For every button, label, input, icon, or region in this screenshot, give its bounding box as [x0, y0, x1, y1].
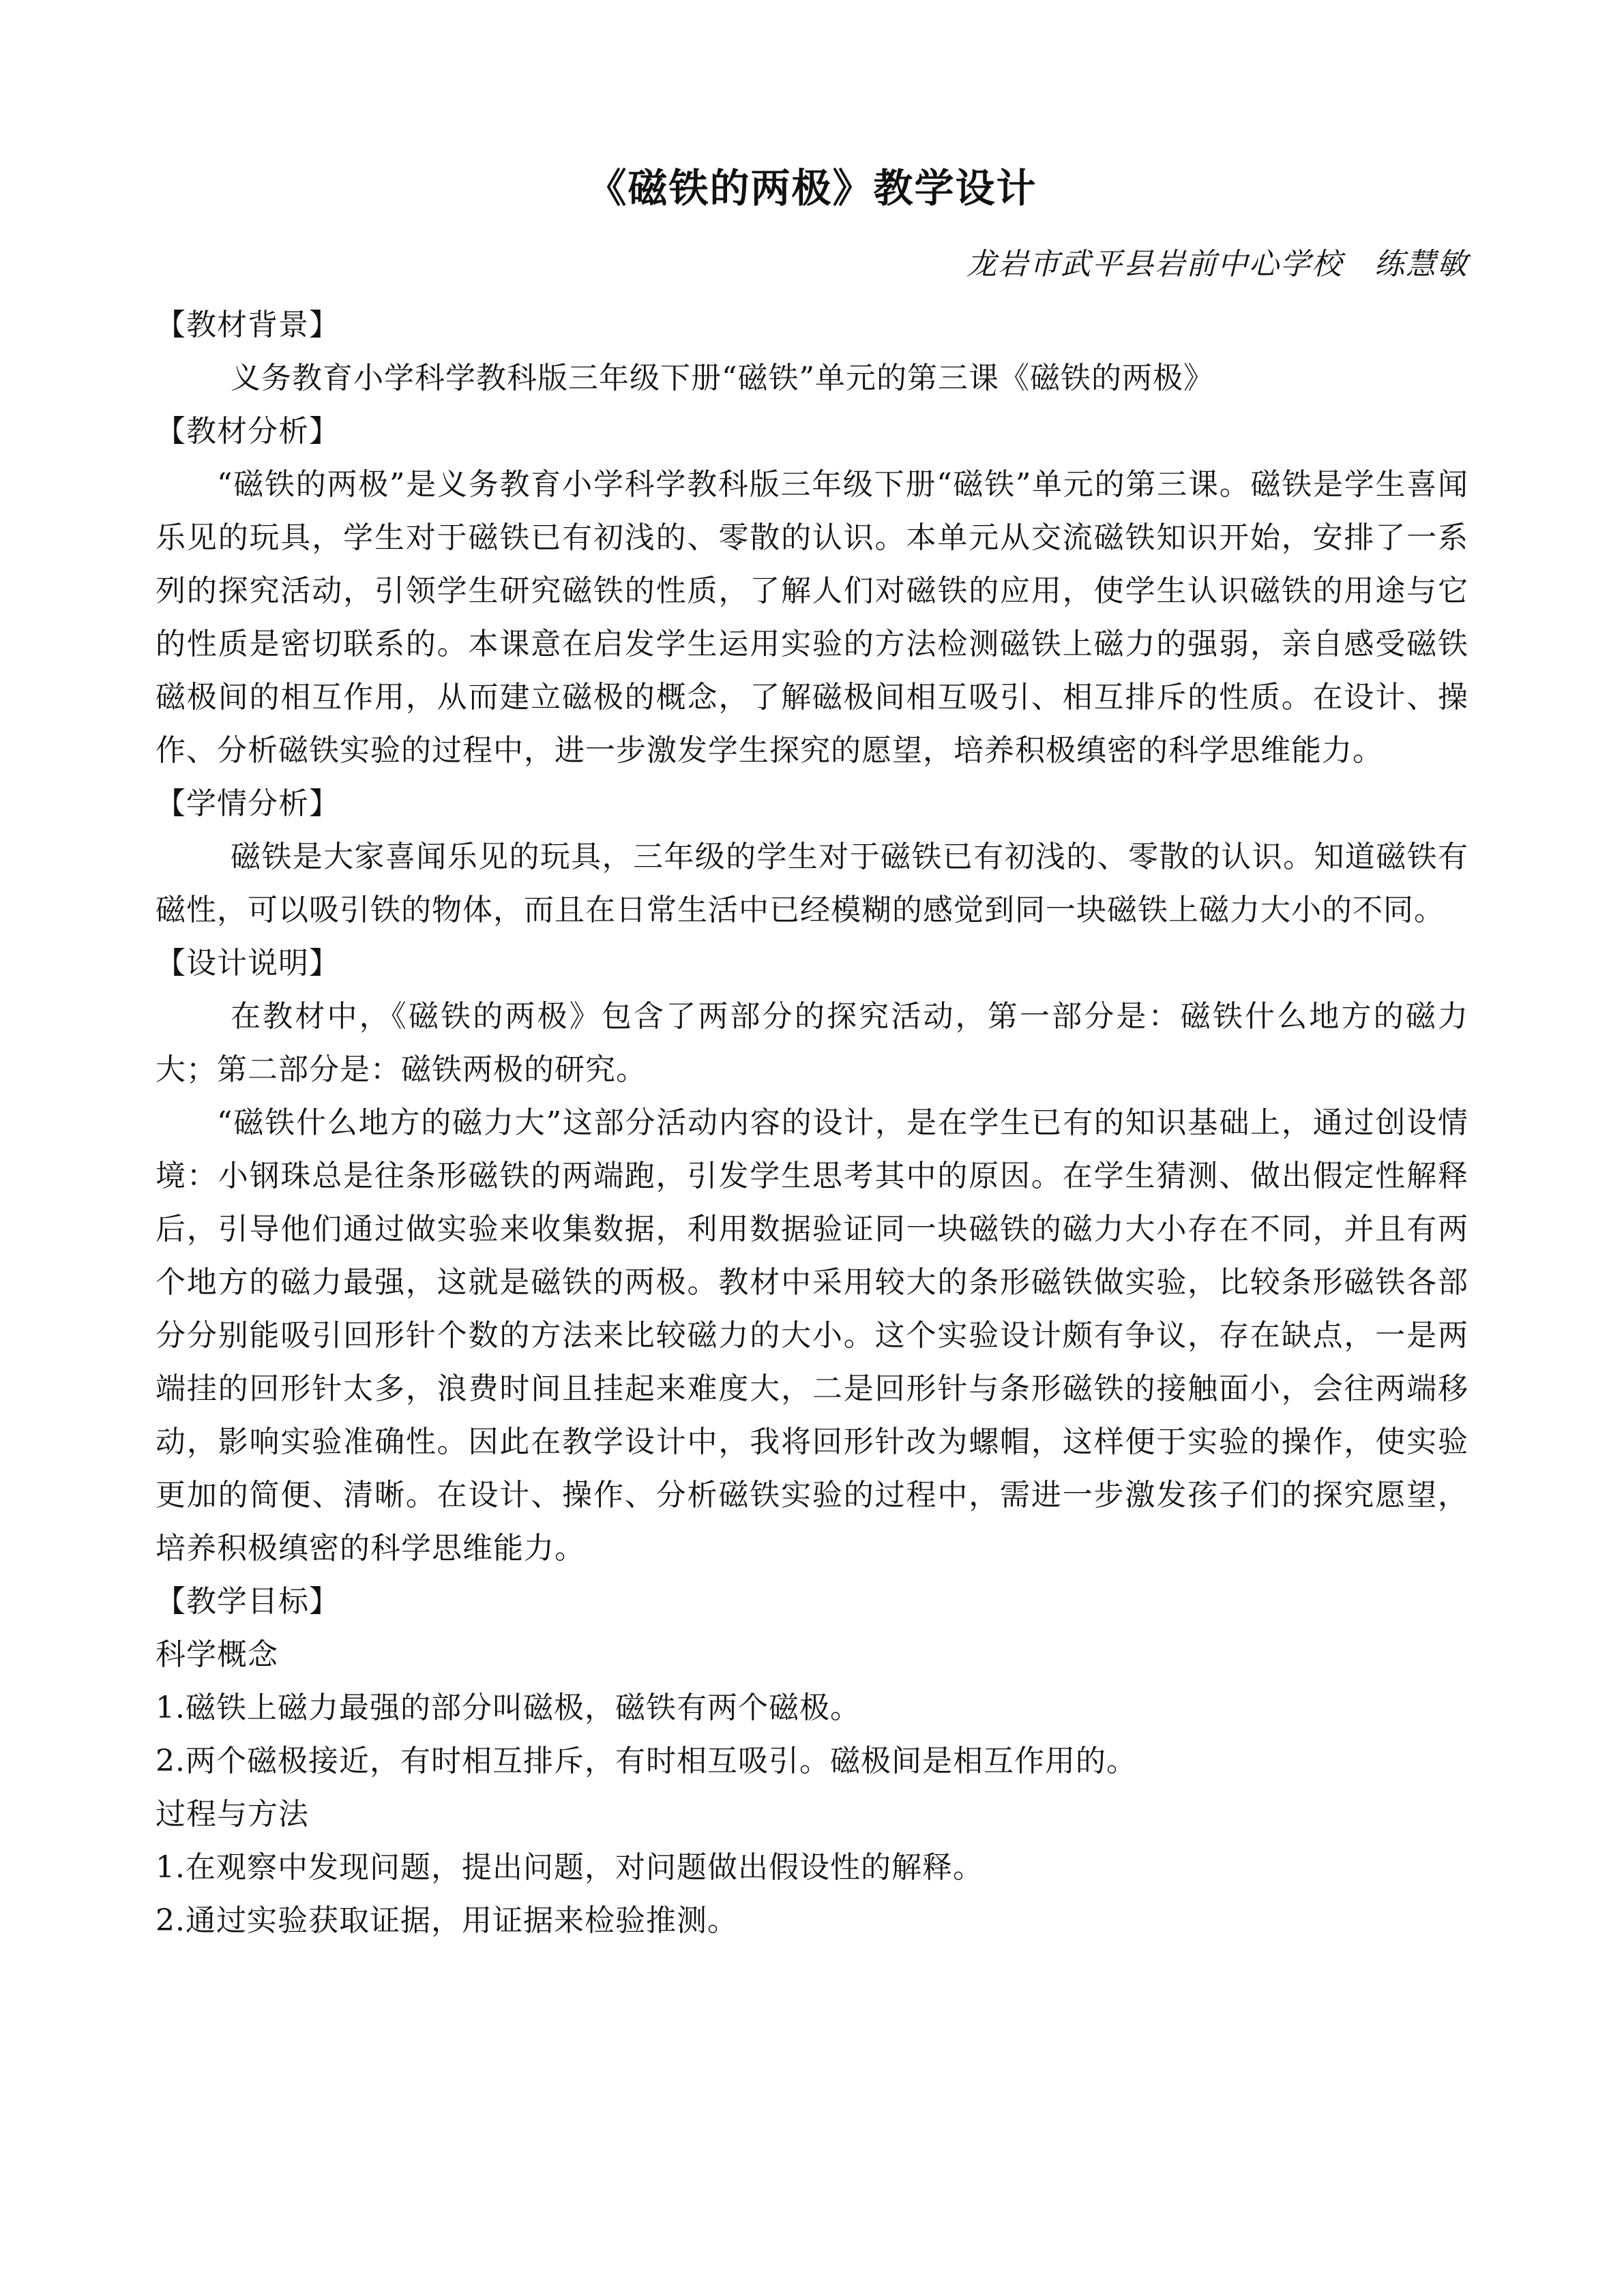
document-title: 《磁铁的两极》教学设计	[587, 165, 1037, 211]
goals-method-item-2: 2.通过实验获取证据，用证据来检验推测。	[156, 1903, 738, 1938]
section-heading-design: 【设计说明】	[156, 946, 340, 981]
goals-concepts-label: 科学概念	[156, 1637, 278, 1672]
students-paragraph: 磁铁是大家喜闻乐见的玩具，三年级的学生对于磁铁已有初浅的、零散的认识。知道磁铁有磁性，可以吸引铁的物体，而且在日常生活中已经模糊的感觉到同一块磁铁上磁力大小的不同。	[156, 839, 1468, 927]
goals-concept-item-1: 1.磁铁上磁力最强的部分叫磁极，磁铁有两个磁极。	[156, 1690, 861, 1725]
goals-methods-label: 过程与方法	[156, 1797, 309, 1832]
design-paragraph-1: 在教材中，《磁铁的两极》包含了两部分的探究活动，第一部分是：磁铁什么地方的磁力大；第二部分是：磁铁两极的研究。	[156, 999, 1468, 1087]
goals-method-item-1: 1.在观察中发现问题，提出问题，对问题做出假设性的解释。	[156, 1850, 984, 1885]
section-heading-analysis: 【教材分析】	[156, 414, 340, 449]
section-heading-background: 【教材背景】	[156, 308, 340, 342]
background-paragraph: 义务教育小学科学教科版三年级下册“磁铁”单元的第三课《磁铁的两极》	[231, 361, 1214, 396]
author-line: 龙岩市武平县岩前中心学校 练慧敏	[966, 247, 1468, 282]
document-page	[156, 157, 1468, 1948]
design-paragraph-2: “磁铁什么地方的磁力大”这部分活动内容的设计，是在学生已有的知识基础上，通过创设情境：小钢珠总是往条形磁铁的两端跑，引发学生思考其中的原因。在学生猜测、做出假定性解释后，引导他们通过做实验来收集数据，利用数据验证同一块磁铁的磁力大小存在不同，并且有两个地方的磁力最强，这就是磁铁的两极。教材中采用较大的条形磁铁做实验，比较条形磁铁各部分分别能吸引回形针个数的方法来比较磁力的大小。这个实验设计颇有争议，存在缺点，一是两端挂的回形针太多，浪费时间且挂起来难度大，二是回形针与条形磁铁的接触面小，会往两端移动，影响实验准确性。因此在教学设计中，我将回形针改为螺帽，这样便于实验的操作，使实验更加的简便、清晰。在设计、操作、分析磁铁实验的过程中，需进一步激发孩子们的探究愿望，培养积极缜密的科学思维能力。	[156, 1105, 1468, 1566]
section-heading-goals: 【教学目标】	[156, 1584, 340, 1619]
section-heading-students: 【学情分析】	[156, 786, 340, 821]
goals-concept-item-2: 2.两个磁极接近，有时相互排斥，有时相互吸引。磁极间是相互作用的。	[156, 1744, 1137, 1778]
analysis-paragraph: “磁铁的两极”是义务教育小学科学教科版三年级下册“磁铁”单元的第三课。磁铁是学生喜闻乐见的玩具，学生对于磁铁已有初浅的、零散的认识。本单元从交流磁铁知识开始，安排了一系列的探究活动，引领学生研究磁铁的性质，了解人们对磁铁的应用，使学生认识磁铁的用途与它的性质是密切联系的。本课意在启发学生运用实验的方法检测磁铁上磁力的强弱，亲自感受磁铁磁极间的相互作用，从而建立磁极的概念，了解磁极间相互吸引、相互排斥的性质。在设计、操作、分析磁铁实验的过程中，进一步激发学生探究的愿望，培养积极缜密的科学思维能力。	[156, 467, 1468, 768]
